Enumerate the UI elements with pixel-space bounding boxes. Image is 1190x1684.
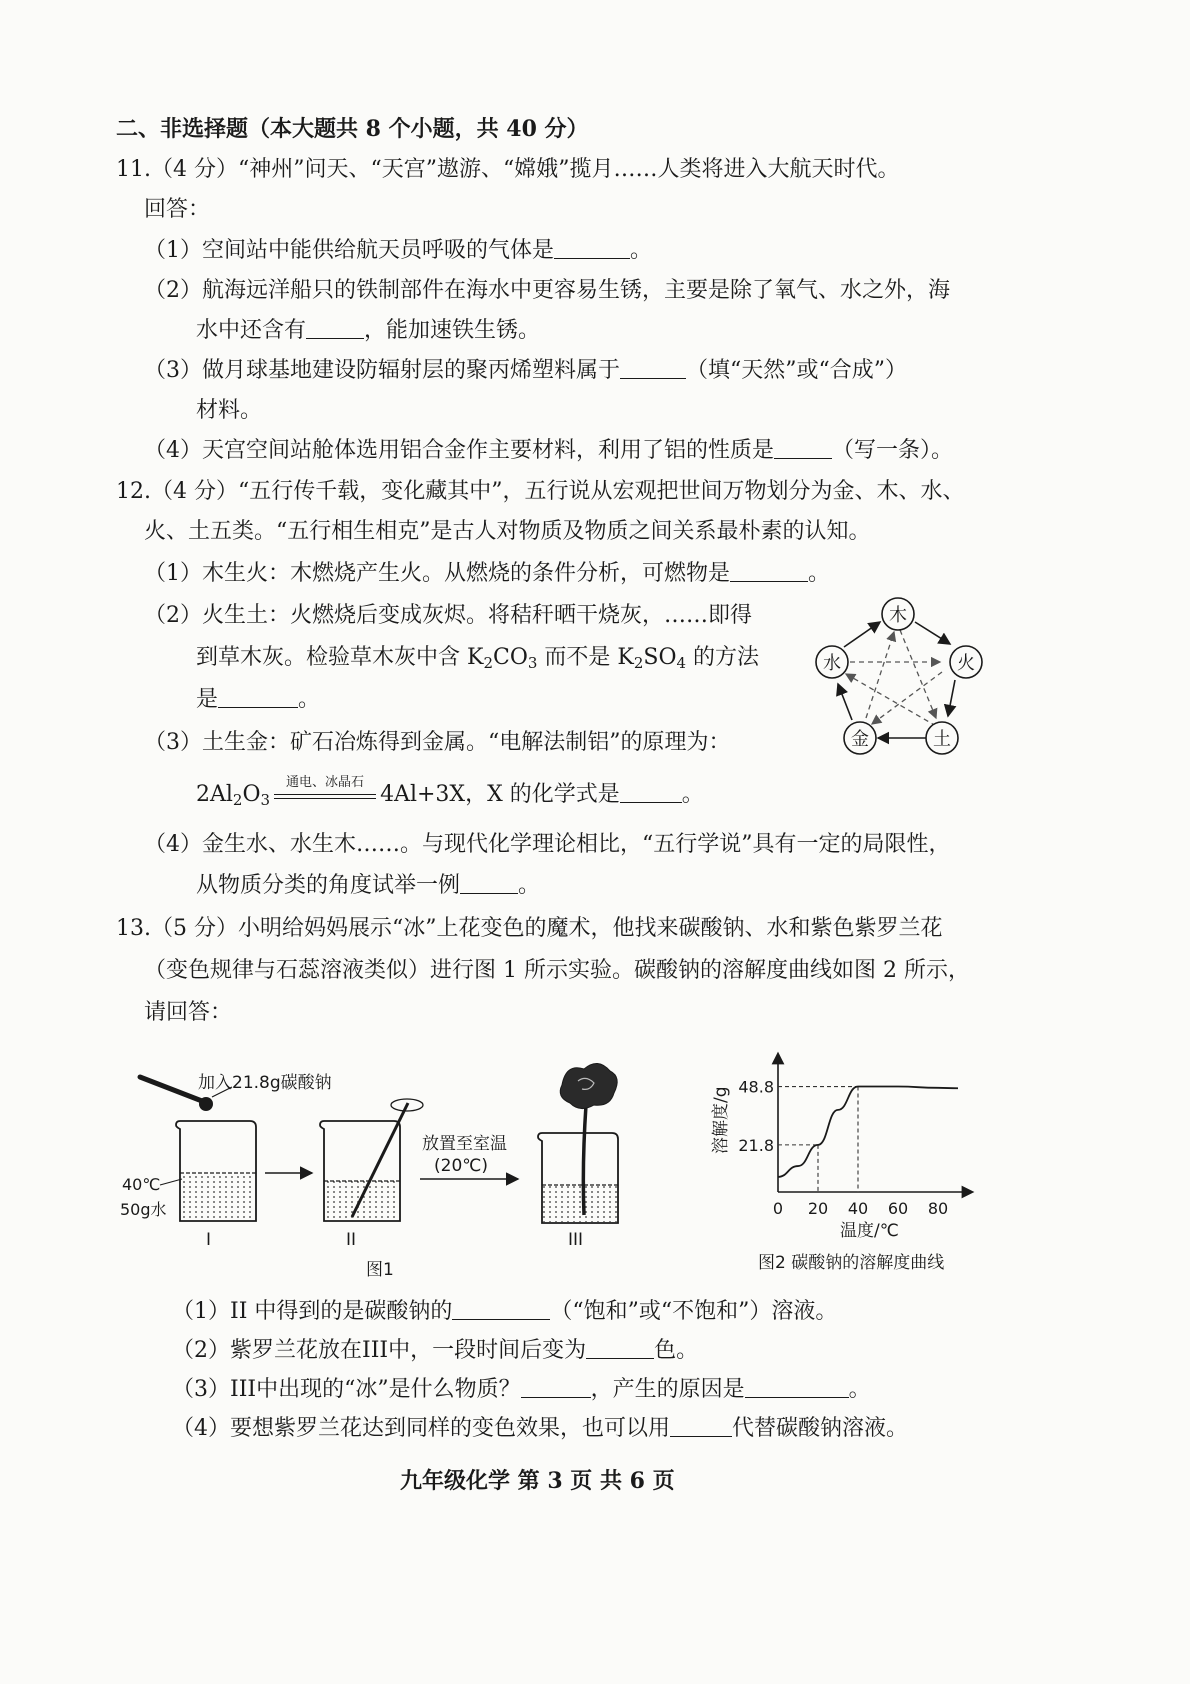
q13-part2-text: （2）紫罗兰花放在III中，一段时间后变为 xyxy=(172,1338,587,1363)
spoon-handle xyxy=(140,1077,202,1101)
arrow-water-wood xyxy=(844,622,880,647)
dash-earth-water xyxy=(846,674,936,726)
q11-part4 xyxy=(144,436,953,466)
answer-blank[interactable] xyxy=(620,780,682,803)
eq-left-a: 2Al xyxy=(196,782,233,807)
q13-stem-2: （变色规律与石蕊溶液类似）进行图 1 所示实验。碳酸钠的溶解度曲线如图 2 所示， xyxy=(144,958,970,983)
beaker-1-liquid xyxy=(181,1173,255,1220)
subscript: 2 xyxy=(483,654,493,672)
q12-part2-text-b: CO xyxy=(492,645,528,670)
q12-part2-line2 xyxy=(196,643,759,673)
equals-line-bottom xyxy=(274,798,376,799)
q11-part3-end: （填“天然”或“合成”） xyxy=(686,358,907,383)
q13-stem: 13.（5 分）小明给妈妈展示“冰”上花变色的魔术，他找来碳酸钠、水和紫色紫罗兰花 xyxy=(116,916,943,941)
x-tick-label: 20 xyxy=(807,1199,829,1218)
reaction-arrow xyxy=(270,775,380,810)
q11-part3-text: （3）做月球基地建设防辐射层的聚丙烯塑料属于 xyxy=(144,358,620,383)
figure-1-caption: 图1 xyxy=(366,1260,394,1280)
q11-stem-2: 回答： xyxy=(144,197,211,222)
q12-stem-2: 火、土五类。“五行相生相克”是古人对物质及物质之间关系最朴素的认知。 xyxy=(144,519,871,544)
q11-part4-text: （4）天宫空间站舱体选用铝合金作主要材料，利用了铝的性质是 xyxy=(144,438,774,463)
arrow-fire-earth xyxy=(948,680,955,716)
dash-fire-metal xyxy=(872,672,942,724)
answer-blank[interactable] xyxy=(745,1375,849,1398)
beaker-2-liquid xyxy=(325,1181,399,1220)
q13-part3 xyxy=(172,1375,871,1405)
temp-label: 40℃ xyxy=(122,1175,161,1194)
reaction-condition: 通电、冰晶石 xyxy=(286,775,365,790)
q11-part1-end: 。 xyxy=(630,238,653,263)
q12-part2-text-f: 是 xyxy=(196,687,219,712)
subscript: 2 xyxy=(633,654,644,672)
y-tick-labels xyxy=(738,1078,774,1155)
q12-part4-end: 。 xyxy=(518,873,541,898)
arrow-metal-water xyxy=(838,684,852,720)
spoon-bowl xyxy=(199,1097,213,1111)
beaker-1-label: I xyxy=(206,1230,212,1250)
answer-blank[interactable] xyxy=(730,559,808,582)
q13-part3-mid: ，产生的原因是 xyxy=(590,1377,745,1402)
q13-stem-3: 请回答： xyxy=(144,1000,233,1025)
q12-part2-text-d: SO xyxy=(643,645,677,670)
answer-blank[interactable] xyxy=(774,436,832,459)
eq-right: 4Al+3X，X 的化学式是 xyxy=(380,782,620,807)
label-wood: 木 xyxy=(889,605,907,626)
y-tick-label: 21.8 xyxy=(738,1135,774,1155)
page-footer: 九年级化学 第 3 页 共 6 页 xyxy=(400,1468,675,1494)
label-earth: 土 xyxy=(933,729,951,750)
y-tick-label: 48.8 xyxy=(738,1077,774,1097)
q12-equation xyxy=(196,775,704,810)
subscript: 2 xyxy=(232,791,243,809)
q12-part4-line2 xyxy=(196,871,540,901)
q13-part3-text: （3）III中出现的“冰”是什么物质？ xyxy=(172,1377,521,1402)
q12-part2-text-a: 到草木灰。检验草木灰中含 K xyxy=(196,645,484,670)
answer-blank[interactable] xyxy=(554,236,630,259)
q11-part4-end: （写一条）。 xyxy=(832,438,954,463)
q12-part4-text: 从物质分类的角度试举一例 xyxy=(196,873,461,898)
q12-part2-text-e: 的方法 xyxy=(686,645,760,670)
q11-part2-line1: （2）航海远洋船只的铁制部件在海水中更容易生锈，主要是除了氧气、水之外，海 xyxy=(144,278,950,303)
q11-part1 xyxy=(144,236,652,266)
q13-part1-end: （“饱和”或“不饱和”）溶液。 xyxy=(550,1299,838,1324)
q13-part3-end: 。 xyxy=(848,1377,871,1402)
q12-part2-line1: （2）火生土：火燃烧后变成灰烬。将秸秆晒干烧灰，……即得 xyxy=(144,603,752,628)
label-metal: 金 xyxy=(851,729,869,750)
beaker-3-liquid xyxy=(543,1185,617,1222)
subscript: 3 xyxy=(260,791,271,809)
beaker-2-label: II xyxy=(346,1230,357,1250)
q11-part2-text: 水中还含有 xyxy=(196,318,307,343)
answer-blank[interactable] xyxy=(586,1336,654,1359)
q12-part1 xyxy=(144,559,830,589)
add-label: 加入21.8g碳酸钠 xyxy=(198,1073,332,1093)
equals-line-top xyxy=(274,794,376,795)
q11-part3-line2: 材料。 xyxy=(196,398,263,423)
q13-part1-text: （1）II 中得到的是碳酸钠的 xyxy=(172,1299,453,1324)
answer-blank[interactable] xyxy=(306,316,364,339)
x-axis-label: 温度/℃ xyxy=(840,1221,899,1241)
solubility-curve xyxy=(778,1087,958,1177)
q11-part1-text: （1）空间站中能供给航天员呼吸的气体是 xyxy=(144,238,554,263)
answer-blank[interactable] xyxy=(521,1375,591,1398)
q13-part4 xyxy=(172,1414,908,1444)
figure-2-caption: 图2 碳酸钠的溶解度曲线 xyxy=(758,1253,945,1273)
q11-part2-end: ，能加速铁生锈。 xyxy=(364,318,541,343)
q13-part4-text: （4）要想紫罗兰花达到同样的变色效果，也可以用 xyxy=(172,1416,670,1441)
subscript: 4 xyxy=(676,654,687,672)
q13-part2 xyxy=(172,1336,698,1366)
label-fire: 火 xyxy=(957,653,975,674)
eq-end: 。 xyxy=(681,782,704,807)
flower-icon xyxy=(560,1063,617,1108)
x-tick-label: 40 xyxy=(847,1199,869,1218)
label-pointer xyxy=(160,1179,182,1185)
answer-blank[interactable] xyxy=(452,1297,550,1320)
eq-left-b: O xyxy=(242,782,261,807)
q12-part2-text-c: 而不是 K xyxy=(537,645,634,670)
section-header: 二、非选择题（本大题共 8 个小题，共 40 分） xyxy=(116,116,589,142)
dash-metal-wood xyxy=(866,632,894,718)
x-tick-labels xyxy=(773,1199,948,1218)
beaker-3-label: III xyxy=(568,1230,584,1250)
q11-part2-line2 xyxy=(196,316,540,346)
q12-part4-line1: （4）金生水、水生木……。与现代化学理论相比，“五行学说”具有一定的局限性， xyxy=(144,832,951,857)
y-axis-label: 溶解度/g xyxy=(711,1086,731,1154)
q13-part1 xyxy=(172,1297,837,1327)
label-water: 水 xyxy=(823,653,841,674)
answer-blank[interactable] xyxy=(670,1414,732,1437)
figure-1-experiment xyxy=(110,1055,670,1280)
step-label-2: (20℃) xyxy=(434,1156,488,1176)
wuxing-diagram xyxy=(808,592,998,772)
x-tick-label: 80 xyxy=(927,1199,949,1218)
q12-part2-line3 xyxy=(196,685,320,715)
figure-2-solubility-chart xyxy=(700,1050,1000,1280)
dash-wood-earth xyxy=(900,630,936,718)
q12-part2-end: 。 xyxy=(298,687,321,712)
step-label-1: 放置至室温 xyxy=(422,1134,507,1154)
q12-part3-line1: （3）土生金：矿石冶炼得到金属。“电解法制铝”的原理为： xyxy=(144,730,731,755)
water-label: 50g水 xyxy=(120,1200,167,1219)
q12-part1-end: 。 xyxy=(808,561,831,586)
answer-blank[interactable] xyxy=(460,871,518,894)
x-tick-label: 0 xyxy=(772,1199,784,1218)
q13-part4-end: 代替碳酸钠溶液。 xyxy=(732,1416,909,1441)
q13-part2-end: 色。 xyxy=(654,1338,699,1363)
x-tick-label: 60 xyxy=(887,1199,909,1218)
q11-part3-line1 xyxy=(144,356,907,386)
q12-part1-text: （1）木生火：木燃烧产生火。从燃烧的条件分析，可燃物是 xyxy=(144,561,730,586)
arrow-wood-fire xyxy=(915,622,950,644)
q11-stem: 11.（4 分）“神州”问天、“天宫”遨游、“嫦娥”揽月……人类将进入大航天时代。 xyxy=(116,157,900,182)
subscript: 3 xyxy=(527,654,538,672)
answer-blank[interactable] xyxy=(620,356,686,379)
q12-stem: 12.（4 分）“五行传千载，变化藏其中”，五行说从宏观把世间万物划分为金、木、水、 xyxy=(116,479,965,504)
answer-blank[interactable] xyxy=(218,685,298,708)
